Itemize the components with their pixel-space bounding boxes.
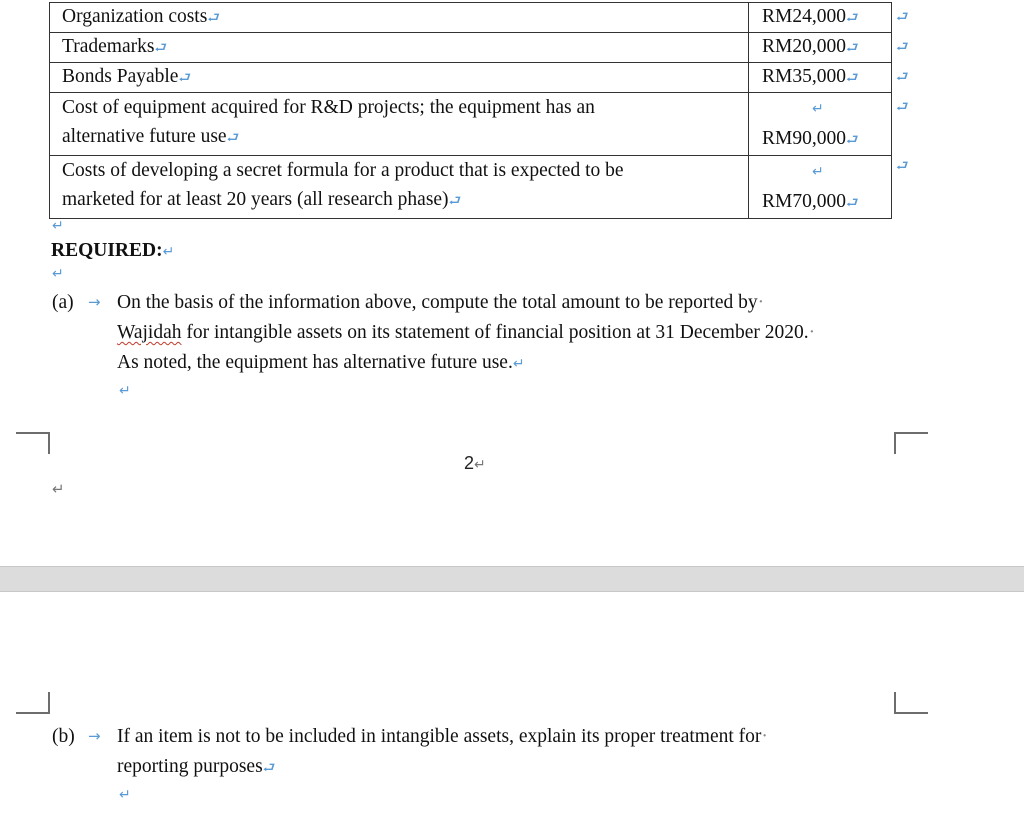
row-end-mark: ⮐ <box>896 99 909 115</box>
table-cell-amount[interactable]: ↵ RM70,000⮐ <box>749 156 892 219</box>
question-a-label: (a) <box>52 292 74 313</box>
page-number: 2↵ <box>464 453 486 473</box>
table-cell-item[interactable]: Costs of developing a secret formula for a product that is expected to be marketed for at least 20 years (all research phase)⮐ <box>50 156 749 219</box>
table-cell-amount[interactable]: RM24,000⮐ <box>749 3 892 33</box>
tab-arrow-icon: → <box>88 293 101 311</box>
table-cell-amount[interactable]: RM35,000⮐ <box>749 63 892 93</box>
paragraph-mark: ↵ <box>52 218 64 234</box>
row-end-mark: ⮐ <box>896 39 909 55</box>
row-end-mark: ⮐ <box>896 9 909 25</box>
tab-arrow-icon: → <box>88 727 101 745</box>
crop-mark-top-left <box>16 692 50 714</box>
spellcheck-word[interactable]: Wajidah <box>117 322 182 343</box>
question-a-line-1[interactable]: On the basis of the information above, compute the total amount to be reported by· <box>117 292 765 313</box>
crop-mark-bottom-right <box>894 432 928 454</box>
table-row <box>50 33 892 63</box>
table-row <box>50 156 892 219</box>
table-cell-amount[interactable]: RM20,000⮐ <box>749 33 892 63</box>
paragraph-mark: ↵ <box>119 383 131 399</box>
table-row <box>50 93 892 156</box>
table-cell-amount[interactable]: ↵ RM90,000⮐ <box>749 93 892 156</box>
table-cell-item[interactable]: Trademarks⮐ <box>50 33 749 63</box>
question-b-line-2[interactable]: reporting purposes⮐ <box>117 756 276 777</box>
row-end-mark: ⮐ <box>896 158 909 174</box>
paragraph-mark: ↵ <box>52 480 65 498</box>
question-a-line-2[interactable]: Wajidah for intangible assets on its statement of financial position at 31 December 2020.· <box>117 322 816 343</box>
table-cell-item[interactable]: Organization costs⮐ <box>50 3 749 33</box>
page-break-gap <box>0 566 1024 592</box>
paragraph-mark: ↵ <box>52 266 64 282</box>
question-a-line-3[interactable]: As noted, the equipment has alternative future use.↵ <box>117 352 525 373</box>
row-end-mark: ⮐ <box>896 69 909 85</box>
table-cell-item[interactable]: Cost of equipment acquired for R&D projects; the equipment has an alternative future use⮐ <box>50 93 749 156</box>
question-b-line-1[interactable]: If an item is not to be included in intangible assets, explain its proper treatment for· <box>117 726 768 747</box>
page-2 <box>0 592 1024 813</box>
required-heading[interactable]: REQUIRED:↵ <box>51 240 175 261</box>
crop-mark-top-right <box>894 692 928 714</box>
cost-table <box>49 2 892 219</box>
question-b-label: (b) <box>52 726 75 747</box>
table-row <box>50 63 892 93</box>
table-row <box>50 3 892 33</box>
crop-mark-bottom-left <box>16 432 50 454</box>
table-cell-item[interactable]: Bonds Payable⮐ <box>50 63 749 93</box>
paragraph-mark: ↵ <box>119 787 131 803</box>
